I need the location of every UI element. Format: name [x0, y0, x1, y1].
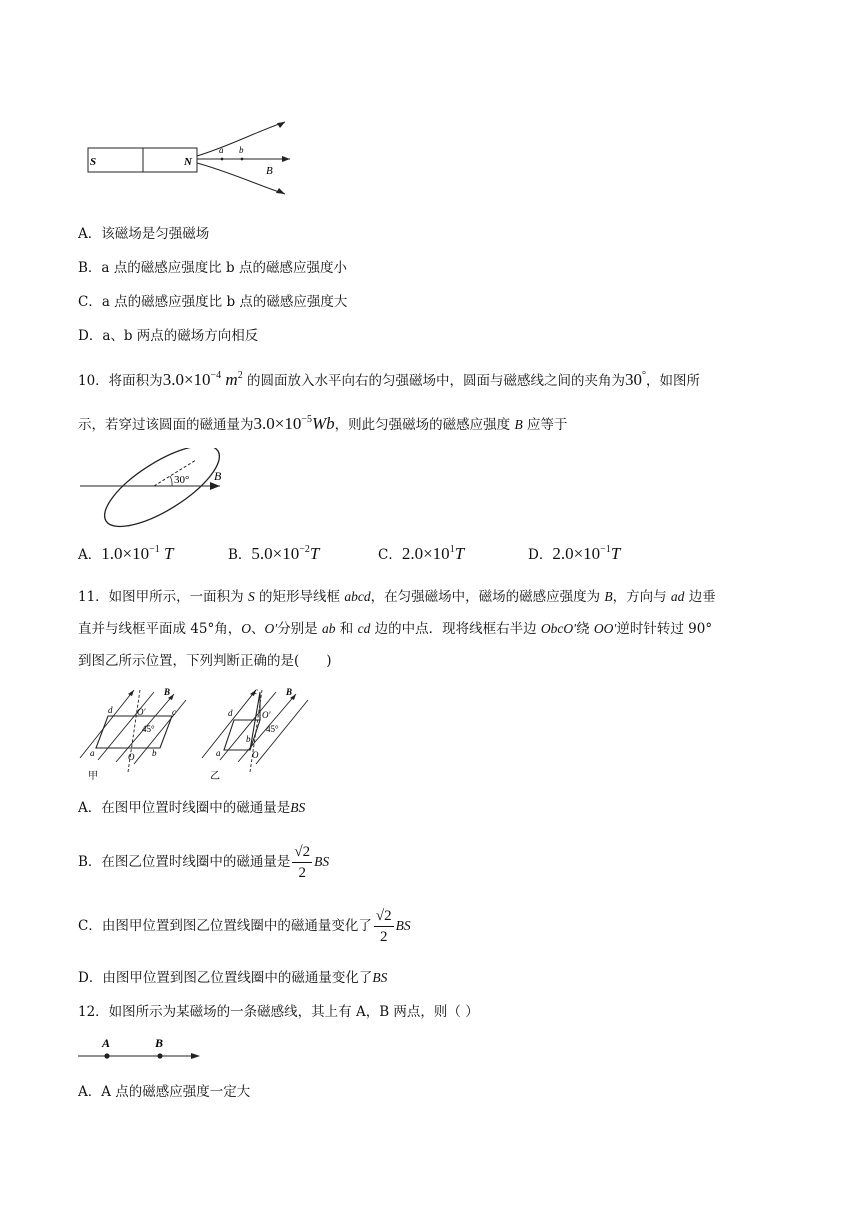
- svg-text:O′: O′: [262, 710, 271, 720]
- angle-45-label-jia: 45°: [142, 724, 155, 734]
- circle-in-field-figure: [80, 448, 240, 528]
- angle-45-label-yi: 45°: [266, 724, 279, 734]
- svg-text:B: B: [286, 687, 293, 697]
- point-b-label: b: [239, 145, 244, 155]
- point-a: [221, 158, 224, 161]
- figure-jia-caption: 甲: [88, 771, 98, 782]
- q9-option-a: A．该磁场是匀强磁场: [78, 226, 210, 242]
- svg-text:O: O: [128, 752, 135, 762]
- q12-option-a: A．A 点的磁感应强度一定大: [78, 1084, 251, 1100]
- field-b-label: B: [214, 469, 222, 483]
- svg-text:d: d: [228, 708, 233, 718]
- q11-stem-line3: 到图乙所示位置，下列判断正确的是( ): [78, 653, 332, 669]
- svg-text:c: c: [172, 707, 176, 717]
- point-a-label: a: [219, 145, 224, 155]
- point-a: [104, 1053, 109, 1058]
- svg-text:b: b: [246, 734, 251, 744]
- svg-text:a: a: [90, 748, 95, 758]
- q10-option-c: C．$2.0\times 10^1T$: [378, 544, 465, 563]
- svg-text:O: O: [252, 750, 259, 760]
- q11-option-a: A．在图甲位置时线圈中的磁通量是BS: [78, 800, 306, 816]
- bar-magnet-figure: [80, 116, 300, 196]
- q11-stem-line2: 直并与线框平面成 45°角，O、O′分别是 ab 和 cd 边的中点．现将线框右半边 ObcO′绕 OO′逆时针转过 90°: [78, 621, 713, 637]
- q11-option-d: D．由图甲位置到图乙位置线圈中的磁通量变化了BS: [78, 970, 388, 986]
- coil-figure-yi: [198, 686, 310, 782]
- q10-option-a: A．$1.0\times 10^{-1}$ T: [78, 544, 174, 563]
- q9-option-b: B．a 点的磁感应强度比 b 点的磁感应强度小: [78, 260, 347, 276]
- svg-text:O′: O′: [137, 707, 146, 717]
- svg-text:B: B: [164, 687, 171, 697]
- angle-label: 30°: [174, 474, 190, 486]
- q11-option-c: C．由图甲位置到图乙位置线圈中的磁通量变化了 $\frac{√2}{2}$ BS: [78, 908, 411, 945]
- q10-option-d: D．$2.0\times 10^{-1}T$: [528, 544, 621, 563]
- point-b: [157, 1053, 162, 1058]
- field-b-label: B: [266, 165, 273, 177]
- figure-yi-caption: 乙: [210, 771, 220, 782]
- svg-text:c: c: [254, 686, 258, 696]
- magnet-n-label: N: [184, 156, 192, 168]
- point-b: [241, 158, 244, 161]
- q11-stem-line1: 11．如图甲所示，一面积为 S 的矩形导线框 abcd，在匀强磁场中，磁场的磁感应强度为 B，方向与 ad 边垂: [78, 589, 716, 605]
- q11-option-b: B．在图乙位置时线圈中的磁通量是 $\frac{√2}{2}$ BS: [78, 844, 330, 881]
- magnet-s-label: S: [90, 156, 97, 168]
- svg-text:a: a: [216, 748, 221, 758]
- q9-option-c: C．a 点的磁感应强度比 b 点的磁感应强度大: [78, 294, 348, 310]
- coil-figure-jia: [76, 686, 188, 782]
- q10-stem-line1: 10．将面积为$3.0\times 10^{-4}$ $m^2$ 的圆面放入水平向右的匀强磁场中，圆面与磁感线之间的夹角为30°，如图所: [78, 370, 700, 389]
- point-b-label: B: [155, 1036, 164, 1050]
- q12-stem: 12．如图所示为某磁场的一条磁感线，其上有 A，B 两点，则（ ）: [78, 1004, 479, 1020]
- q9-option-d: D．a、b 两点的磁场方向相反: [78, 328, 259, 344]
- svg-text:d: d: [108, 705, 113, 715]
- field-line-figure: [78, 1032, 206, 1062]
- q10-option-b: B．$5.0\times 10^{-2}T$: [228, 544, 320, 563]
- svg-text:b: b: [152, 748, 157, 758]
- q10-stem-line2: 示，若穿过该圆面的磁通量为$3.0\times 10^{-5}Wb$，则此匀强磁场的磁感应强度 B 应等于: [78, 414, 568, 433]
- point-a-label: A: [102, 1036, 111, 1050]
